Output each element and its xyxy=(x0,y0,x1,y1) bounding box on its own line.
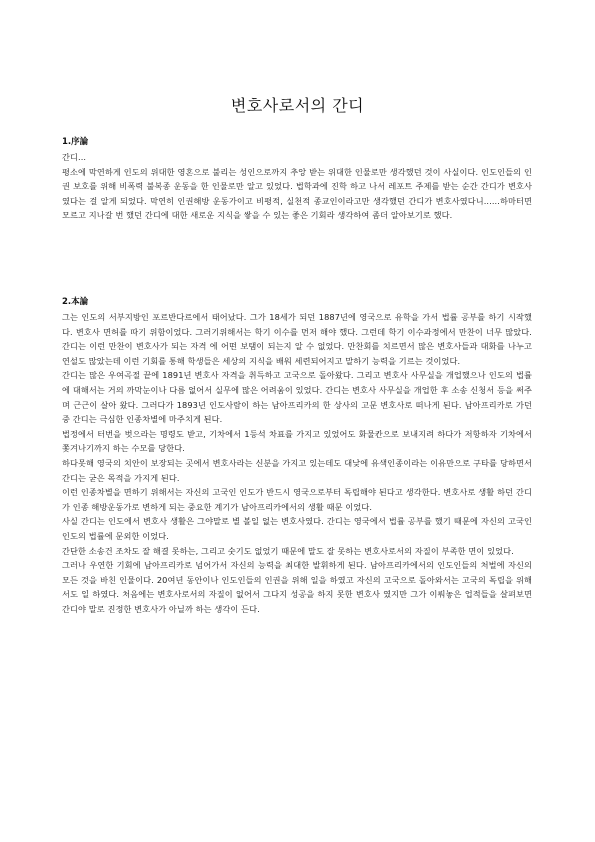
section-introduction xyxy=(62,137,532,223)
body-paragraph-5: 이런 인종차별을 면하기 위해서는 자신의 고국인 인도가 반드시 영국으로부터 독립해야 된다고 생각한다. 변호사로 생활 하던 간디가 인종 해방운동가로 변하게 되는 중요한 계기가 남아프리카에서의 생활 때문 이었다. xyxy=(62,487,532,512)
section-main-body xyxy=(62,297,532,616)
body-paragraph-4: 하다못해 영국의 치안이 보장되는 곳에서 변호사라는 신분을 가지고 있는데도 대낮에 유색인종이라는 이유만으로 구타를 당하면서 간디는 굳은 목적을 가지게 된다. xyxy=(62,457,532,483)
body-paragraph-2: 간디는 많은 우여곡절 끝에 1891년 변호사 자격을 취득하고 고국으로 돌아왔다. 그리고 변호사 사무실을 개업했으나 인도의 법률에 대해서는 거의 까막눈이나 다름 없어서 실무에 많은 어려움이 있었다. 간디는 변호사 사무실을 개업한 후 소송 신청서 등을 써주며 근근이 살아 왔다. 그러다가 1893년 인도사람이 하는 남아프리카의 한 상사의 고문 변호사로 떠나게 된다. 남아프리카로 가던 중 간디는 극심한 인종차별에 마주치게 된다. xyxy=(62,370,532,425)
intro-paragraph-2: 평소에 막연하게 인도의 위대한 영혼으로 불리는 성인으로까지 추앙 받는 위대한 인물로만 생각했던 것이 사실이다. 인도인들의 인권 보호를 위해 비폭력 불복종 운동을 한 인물로만 알고 있었다. 법학과에 진학 하고 나서 레포트 주제를 받는 순간 간디가 변호사였다는 걸 알게 되었다. 막연히 인권해방 운동가이고 비평적, 실천적 종교인이라고만 생각했던 간디가 변호사였다니......하마터면 모르고 지나갈 번 했던 간디에 대한 새로운 지식을 쌓을 수 있는 좋은 기회라 생각하여 좀더 알아보기로 했다. xyxy=(62,166,532,221)
body-paragraph-6: 사실 간디는 인도에서 변호사 생활은 그야말로 별 볼일 없는 변호사였다. 간디는 영국에서 법률 공부를 했기 때문에 자신의 고국인 인도의 법률에 문외한 이었다. xyxy=(62,516,532,541)
body-paragraph-7: 간단한 소송건 조차도 잘 해결 못하는, 그리고 숫기도 없었기 때문에 말도 잘 못하는 변호사로서의 자질이 부족한 면이 있었다. xyxy=(62,545,514,556)
section-heading-main-body: 2.本論 xyxy=(62,297,89,307)
body-paragraph-8: 그러나 우연한 기회에 남아프리카로 넘어가서 자신의 능력을 최대한 발휘하게 된다. 남아프리카에서의 인도인들의 처벌에 자신의 모든 것을 바친 인물이다. 20여년 동안이나 인도인들의 인권을 위해 일을 하였고 자신의 고국으로 돌아와서는 고국의 독립을 위해서도 일 하였다. 처음에는 변호사로서의 자질이 없어서 그다지 성공을 하지 못한 변호사 였지만 그가 이뤄놓은 업적들을 살펴보면 간디야 말로 진정한 변호사가 아닐까 하는 생각이 든다. xyxy=(62,560,532,614)
document-title: 변호사로서의 간디 xyxy=(230,96,365,115)
intro-paragraph-1: 간디... xyxy=(62,152,87,162)
body-paragraph-3: 법정에서 터번을 벗으라는 명령도 받고, 기차에서 1등석 차표를 가지고 있었어도 화물칸으로 보내지려 하다가 저항하자 기차에서 쫓겨나기까지 하는 수모를 당한다. xyxy=(62,428,532,454)
body-paragraph-1: 그는 인도의 서부지방인 포르반다르에서 태어났다. 그가 18세가 되던 1887년에 영국으로 유학을 가서 법률 공부를 하기 시작했다. 변호사 면허를 따기 위함이었다. 그러기위해서는 학기 이수를 먼저 해야 했다. 그런데 학기 이수과정에서 만찬이 너무 많았다. 간디는 이런 만찬이 변호사가 되는 자격 에 어떤 보탬이 되는지 알 수 없었다. 만찬회를 치르면서 많은 변호사들과 대화를 나누고 연설도 많았는데 이런 기회를 통해 학생들은 세상의 지식을 배워 세련되어지고 말하기 능력을 기르는 것이었다. xyxy=(62,312,532,366)
section-heading-introduction: 1.序論 xyxy=(62,137,89,147)
